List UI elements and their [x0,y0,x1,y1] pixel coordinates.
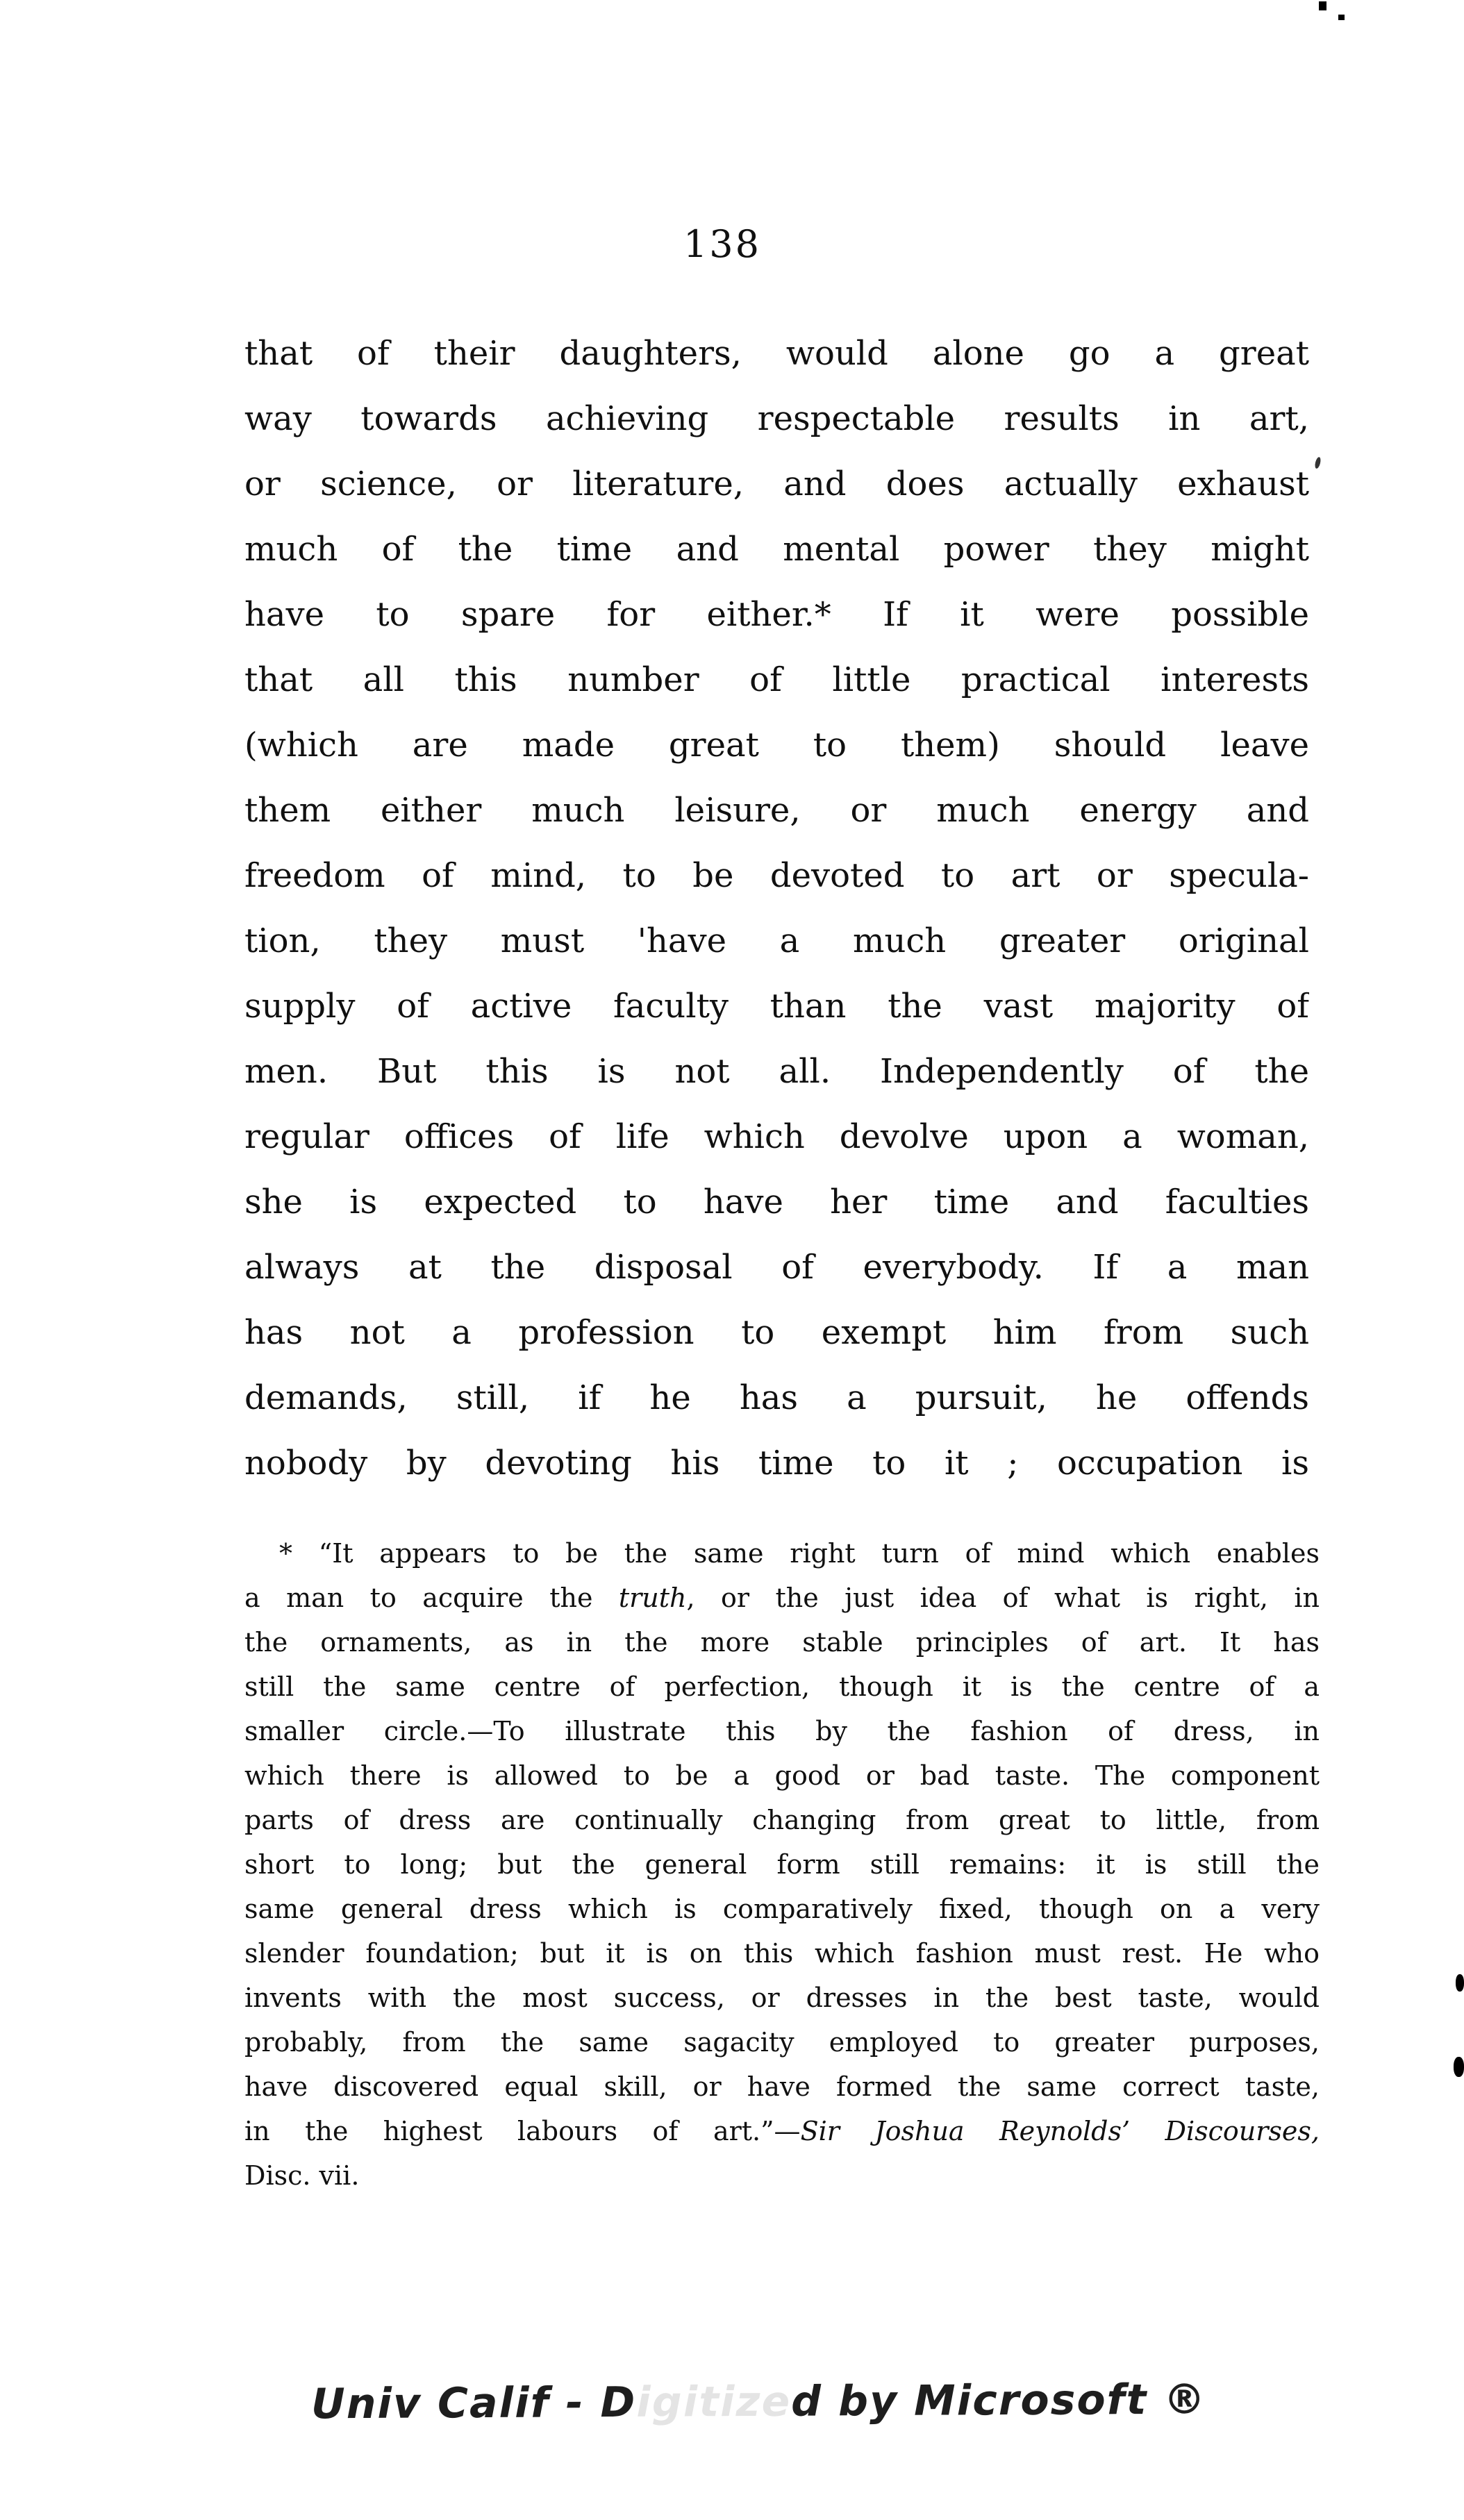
body-line: has not a profession to exempt him from such [244,1313,1309,1352]
footnote-line: which there is allowed to be a good or bad taste. The component [244,1760,1320,1791]
stamp-segment: Univ Calif - D [310,2378,637,2429]
footnote-line: Disc. vii. [244,2160,360,2191]
footnote-line: smaller circle.—To illustrate this by the fashion of dress, in [244,1716,1320,1746]
stamp-segment: igitize [636,2377,792,2427]
body-line: men. But this is not all. Independently of the [244,1052,1309,1091]
footnote-line: invents with the most success, or dresses in the best taste, would [244,1983,1320,2013]
body-line: that of their daughters, would alone go a great [244,334,1309,373]
body-line: them either much leisure, or much energy and [244,791,1309,830]
footnote-line: parts of dress are continually changing from great to little, from [244,1805,1320,1835]
body-line: (which are made great to them) should leave [244,726,1309,765]
digitization-stamp [310,2375,1207,2429]
ink-speck [1314,456,1322,469]
footnote [244,1531,1320,2198]
body-line: tion, they must 'have a much greater original [244,921,1309,960]
body-line: way towards achieving respectable results in art, [244,399,1309,438]
footnote-line: probably, from the same sagacity employed to greater purposes, [244,2027,1320,2058]
footnote-line: the ornaments, as in the more stable principles of art. It has [244,1627,1320,1658]
body-line: she is expected to have her time and faculties [244,1183,1309,1221]
footnote-line: in the highest labours of art.”—Sir Joshua Reynolds’ Discourses, [244,2116,1320,2146]
body-line: demands, still, if he has a pursuit, he offends [244,1378,1309,1417]
footnote-line: same general dress which is comparatively fixed, though on a very [244,1894,1320,1924]
footnote-line: short to long; but the general form still remains: it is still the [244,1849,1320,1880]
body-text [244,321,1309,1496]
stamp-segment: d by Microsoft ® [791,2375,1207,2426]
ink-speck [1454,2057,1464,2077]
body-line: nobody by devoting his time to it ; occupation is [244,1444,1309,1483]
body-line: much of the time and mental power they might [244,530,1309,569]
body-line: regular offices of life which devolve upon a woman, [244,1117,1309,1156]
body-line: supply of active faculty than the vast majority of [244,987,1309,1026]
page-number: 138 [683,222,762,266]
footnote-line: * “It appears to be the same right turn of mind which enables [279,1538,1320,1569]
body-line: have to spare for either.* If it were possible [244,595,1309,634]
ink-speck [1338,15,1345,20]
footnote-line: have discovered equal skill, or have formed the same correct taste, [244,2071,1320,2102]
ink-speck [1319,1,1326,10]
body-line: freedom of mind, to be devoted to art or specula- [244,856,1309,895]
body-line: always at the disposal of everybody. If a man [244,1248,1309,1287]
footnote-line: slender foundation; but it is on this which fashion must rest. He who [244,1938,1320,1969]
ink-speck [1456,1974,1464,1992]
body-line: that all this number of little practical interests [244,660,1309,699]
footnote-line: still the same centre of perfection, though it is the centre of a [244,1671,1320,1702]
footnote-line: a man to acquire the truth, or the just idea of what is right, in [244,1583,1320,1613]
body-line: or science, or literature, and does actually exhaust [244,465,1309,503]
